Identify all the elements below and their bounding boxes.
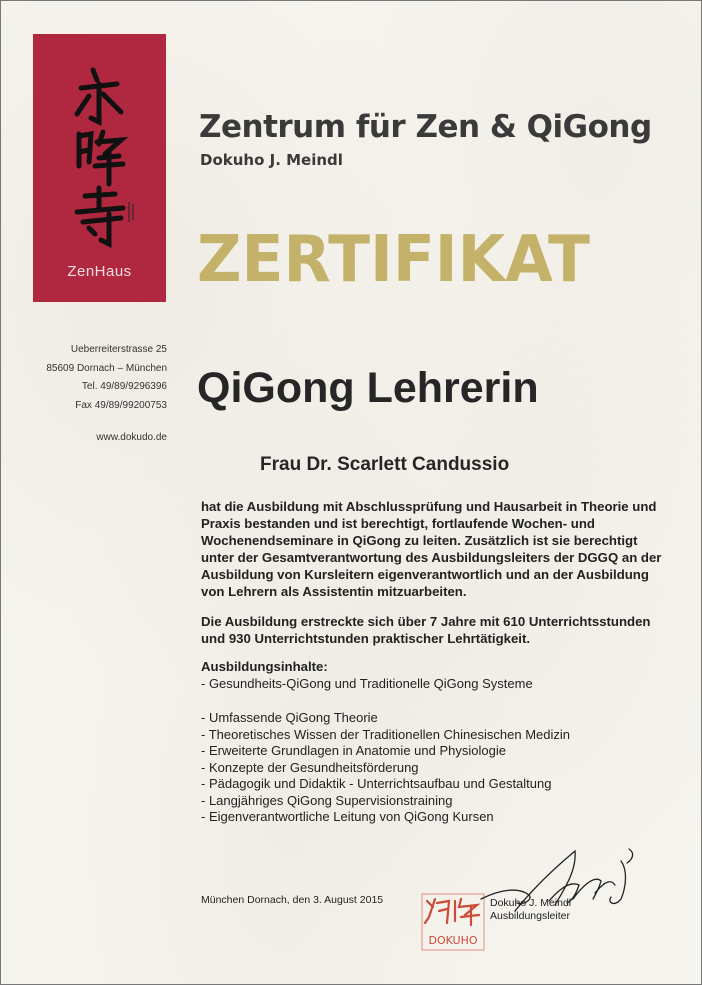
duration-paragraph: Die Ausbildung erstreckte sich über 7 Jahre mit 610 Unterrichtsstunden und 930 Unterrichtstunden praktischer Lehrtätigkeit. bbox=[201, 614, 651, 646]
place-date: München Dornach, den 3. August 2015 bbox=[201, 894, 384, 906]
zenhaus-logo bbox=[33, 34, 166, 302]
list-item: - Pädagogik und Didaktik - Unterrichtsaufbau und Gestaltung bbox=[201, 776, 552, 791]
address-street: Ueberreiterstrasse 25 bbox=[70, 344, 167, 355]
qualification-paragraph: hat die Ausbildung mit Abschlussprüfung und Hausarbeit in Theorie und Praxis bestanden und ist berechtigt, fortlaufende Wochen- und Wochenendseminare in QiGong zu leiten. Zusätzlich ist sie berechtigt unter der Gesamtverantwortung des Ausbildungsleiters der DGGQ an der Ausbildung von Kursleitern eigenverantwortlich und an der Ausbildung von Lehrern als Assistentin mitzuarbeiten. bbox=[201, 499, 662, 599]
address-block bbox=[21, 341, 167, 448]
list-item: - Erweiterte Grundlagen in Anatomie und Physiologie bbox=[201, 743, 506, 758]
signer-title: Ausbildungsleiter bbox=[490, 910, 570, 922]
list-item: - Eigenverantwortliche Leitung von QiGong Kursen bbox=[201, 809, 494, 824]
list-item: - Theoretisches Wissen der Traditionellen Chinesischen Medizin bbox=[201, 726, 570, 742]
org-head: Dokuho J. Meindl bbox=[200, 151, 343, 169]
list-item: - Langjähriges QiGong Supervisionstraining bbox=[201, 792, 453, 808]
stamp-label: DOKUHO bbox=[428, 934, 478, 947]
signer-name: Dokuho J. Meindl bbox=[490, 897, 572, 909]
logo-name: ZenHaus bbox=[67, 263, 132, 280]
org-name: Zentrum für Zen & QiGong bbox=[199, 109, 652, 145]
contents-list-2 bbox=[201, 710, 570, 826]
contents-heading: Ausbildungsinhalte: bbox=[201, 659, 328, 674]
calligraphy-logo-icon bbox=[33, 62, 166, 252]
certificate-role: QiGong Lehrerin bbox=[197, 364, 539, 412]
list-item: - Umfassende QiGong Theorie bbox=[201, 710, 378, 725]
address-city: 85609 Dornach – München bbox=[46, 362, 167, 374]
recipient-name: Frau Dr. Scarlett Candussio bbox=[260, 454, 510, 475]
address-fax: Fax 49/89/99200753 bbox=[75, 399, 167, 411]
contents-list-1 bbox=[201, 676, 533, 693]
website-link[interactable]: www.dokudo.de bbox=[96, 432, 167, 443]
signer-block bbox=[490, 897, 571, 923]
certificate-title: ZERTIFIKAT bbox=[197, 223, 590, 297]
list-item: - Gesundheits-QiGong und Traditionelle QiGong Systeme bbox=[201, 676, 533, 691]
list-item: - Konzepte der Gesundheitsförderung bbox=[201, 759, 419, 775]
address-tel: Tel. 49/89/9296396 bbox=[81, 381, 167, 392]
